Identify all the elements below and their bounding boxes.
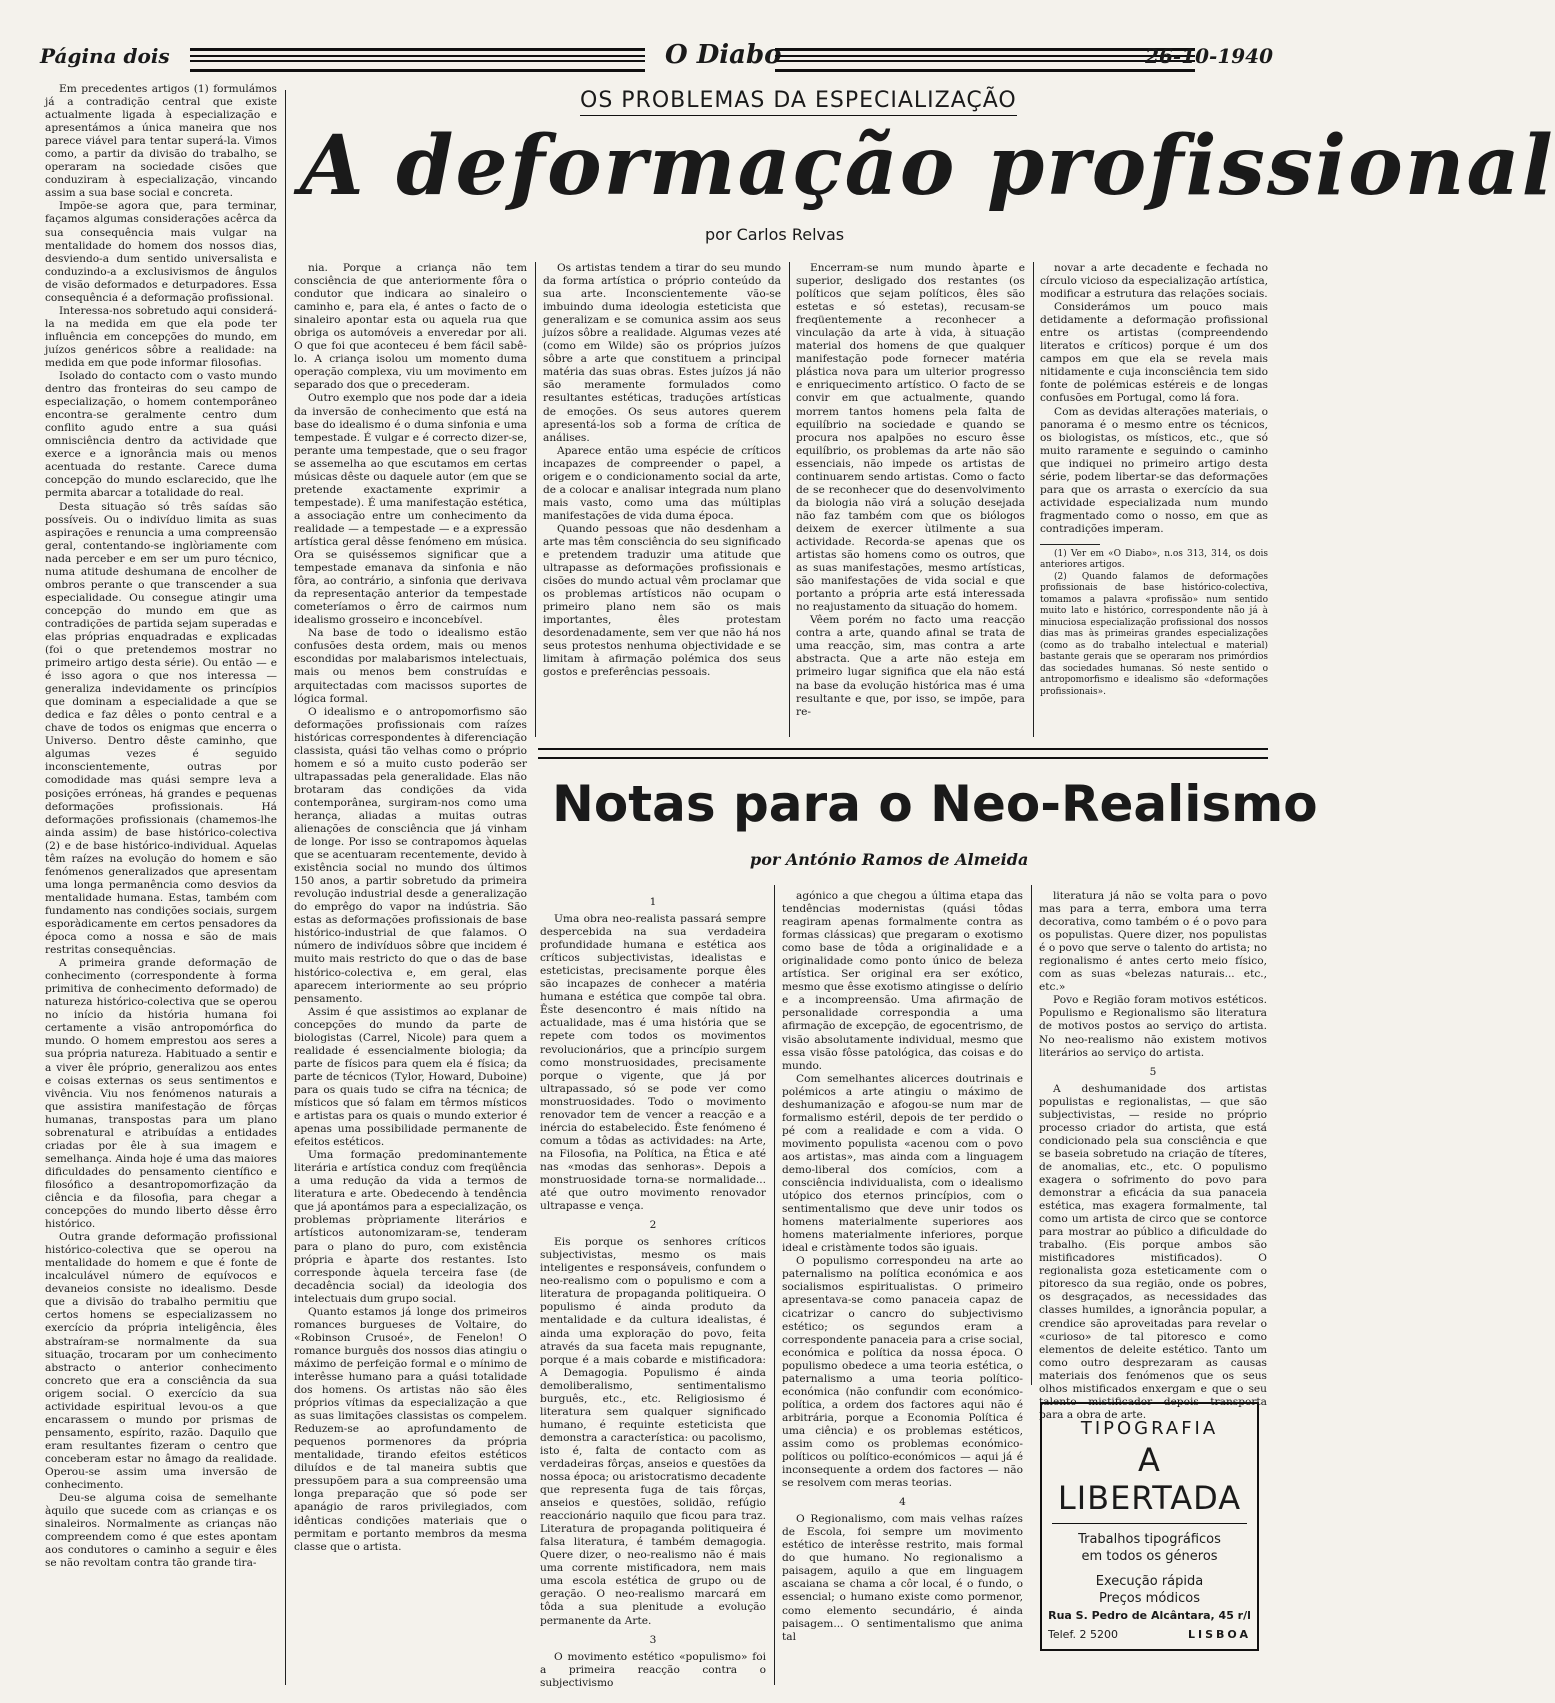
paragraph: Quanto estamos já longe dos primeiros romances burgueses de Voltaire, do «Robinson Crusoé», de Fenelon! O romance burguês dos nossos dias atingiu o máximo de perfeição formal e o mínimo de interêsse humano para a quási totalidade dos homens. Os artistas não são êles próprios vítimas da especialização a que as suas limitações classistas os compelem. Reduzem-se ao aprofundamento de pequenos pormenores da própria mentalidade, tirando efeitos estéticos diluídos e de tal maneira subtis que pressupõem para a sua compreensão uma longa preparação que só pode ser apanágio de raros privilegiados, com idênticas condições materiais que o permitam e portanto membros da mesma classe que o artista. [294, 1305, 527, 1553]
article1-column-4 [796, 262, 1025, 742]
ad-service-1: Trabalhos tipográficos [1078, 1532, 1221, 1547]
paragraph: Encerram-se num mundo àparte e superior, desligado dos restantes (os políticos que sejam políticos, êles são estetas e só estetas), recusam-se freqüentemente a reconhecer a vinculação da arte à vida, à situação material dos homens de que qualquer manifestação pode fornecer matéria plástica nova para um ulterior progresso e enriquecimento artístico. O facto de se convir em que actualmente, quando morrem tantos homens pela falta de equilíbrio na sociedade e quando se procura nos apalpões no escuro êsse equilíbrio, os problemas da arte não são essenciais, não impede os artistas de continuarem sendo artistas. Como o facto de se reconhecer que do desenvolvimento da biologia não virá a solução desejada não faz também com que os biólogos deixem de exercer ùtilmente a sua actividade. Recorda-se apenas que os artistas são homens como os outros, que as suas manifestações, mesmo artísticas, são manifestações de vida social e que portanto a própria arte está interessada no reajustamento da situação do homem. [796, 262, 1025, 614]
ad-feature-2: Preços módicos [1098, 1591, 1201, 1606]
paragraph: Vêem porém no facto uma reacção contra a arte, quando afinal se trata de uma reacção, sim, mas contra a arte abstracta. Que a arte não esteja em primeiro lugar significa que ela não está na base da evolução histórica mas é uma resultante e que, por isso, se impõe, para re- [796, 614, 1025, 718]
ad-feature-1: Execução rápida [1095, 1574, 1204, 1589]
paragraph: literatura já não se volta para o povo mas para a terra, embora uma terra decorativa, como também o é o povo para os populistas. Quere dizer, nos populistas é o povo que serve o talento do artista; no regionalismo é antes certo meio físico, com as suas «belezas naturais... etc., etc.» [1039, 890, 1267, 994]
paragraph: Outro exemplo que nos pode dar a ideia da inversão de conhecimento que está na base do idealismo é o duma sinfonia e uma tempestade. É vulgar e é correcto dizer-se, perante uma tempestade, que o seu fragor se assemelha ao que escutamos em certas músicas dêste ou daquele autor (em que se pretende exactamente exprimir a tempestade). É uma manifestação estética, a associação entre um conhecimento da realidade — a tempestade — e a expressão artística geral dêsse fenómeno em música. Ora se quiséssemos significar que a tempestade emanava da sinfonia e não fôra, ao contrário, a sinfonia que derivava da representação anterior da tempestade cometeríamos o êrro de cairmos num idealismo grosseiro e inconcebível. [294, 392, 527, 627]
column-rule [774, 885, 775, 1685]
paragraph: A deshumanidade dos artistas populistas e regionalistas, — que são subjectivistas, — reside no próprio processo criador do artista, que está condicionado pela sua consciência e que se baseia sobretudo na criação de títeres, de anomalias, etc., etc. O populismo exagera o sofrimento do povo para demonstrar a eficácia da sua panaceia estética, mas exagera formalmente, tal como um artista de circo que se contorce para mostrar ao público a dificuldade do trabalho. (Eis porque ambos são mistificadores mistificados). O regionalista goza esteticamente com o pitoresco da sua região, onde os pobres, os desgraçados, as necessidades das classes humildes, a ignorância popular, a crendice são aproveitadas para revelar o «curioso» de tal pitoresco e como elementos de deleite estético. Tanto um como outro desprezaram as causas materiais dos fenómenos que os seus olhos mistificados enxergam e que o seu talento mistificador depois transporta para a obra de arte. [1039, 1082, 1267, 1421]
paragraph: Impõe-se agora que, para terminar, façamos algumas considerações acêrca da sua consequência mais vulgar na mentalidade do homem dos nossos dias, desviendo-a dum sentido universalista e conduzindo-a a exclusivismos de ângulos de visão deformados e deturpadores. Essa consequência é a deformação profissional. [45, 200, 277, 304]
column-rule [1033, 262, 1034, 737]
paragraph: Com semelhantes alicerces doutrinais e polémicos a arte atingiu o máximo de deshumanização e afogou-se num mar de formalismo estéril, depois de ter perdido o pé com a realidade e com a vida. O movimento populista «acenou com o povo aos artistas», mas ainda com a linguagem demo-liberal dos comícios, com a consciência individualista, com o idealismo utópico dos eternos princípios, com o sentimentalismo que deve unir todos os homens materialmente superiores aos homens materialmente inferiores, porque ideal e cristàmente todos são iguais. [782, 1072, 1023, 1255]
article-kicker: OS PROBLEMAS DA ESPECIALIZAÇÃO [580, 88, 1017, 116]
article2-byline: por António Ramos de Almeida [750, 850, 1029, 869]
paragraph: Em precedentes artigos (1) formulámos já a contradição central que existe actualmente ligada à especialização e apresentámos a única maneira que nos parece viável para tentar superá-la. Vimos como, a partir da divisão do trabalho, se operaram na sociedade cisões que conduziram à especialização, vincando assim a sua base social e concreta. [45, 83, 277, 200]
article-headline: A deformação profissional [300, 118, 1555, 214]
article1-column-1 [45, 83, 277, 1688]
article2-column-2 [782, 890, 1023, 1688]
ad-company: A LIBERTADA [1057, 1441, 1242, 1517]
paragraph: Uma formação predominantemente literária e artística conduz com freqüência a uma redução da vida a termos de literatura e arte. Obedecendo à tendência que já apontámos para a especialização, os problemas pròpriamente literários e artísticos autonomizaram-se, tenderam para o plano do puro, com existência própria e àparte dos restantes. Isto corresponde àquela terceira fase (de decadência social) da ideologia dos intelectuais dum grupo social. [294, 1149, 527, 1305]
column-rule [535, 262, 536, 737]
paragraph: O idealismo e o antropomorfismo são deformações profissionais com raízes históricas correspondentes à diferenciação classista, quási tão velhas como o próprio homem e só a muito custo poderão ser ultrapassadas pela generalidade. Elas não brotaram das condições da vida contemporânea, surgiram-nos como uma herança, aliadas a muitas outras alienações de consciência que já vinham de longe. Por isso se contrapomos àquelas que se acentuaram recentemente, devido à existência social no mundo dos últimos 150 anos, a partir sobretudo da primeira revolução industrial desde a generalização do emprêgo do vapor na indústria. São estas as deformações profissionais de base histórico-industrial de que falamos. O número de indivíduos sôbre que incidem é muito mais restricto do que o das de base histórico-colectiva e, em geral, elas aparecem interiormente ao seu próprio pensamento. [294, 705, 527, 1005]
paragraph: Desta situação só três saídas são possíveis. Ou o indivíduo limita as suas aspirações e renuncia a uma compreensão geral, contentando-se inglòriamente com nada perceber e em ser um puro técnico, numa atitude deshumana de encolher de ombros perante o que transcender a sua especialidade. Ou consegue atingir uma concepção do mundo em que as contradições de partida sejam superadas e elas próprias enquadradas e explicadas (foi o que pretendemos mostrar no primeiro artigo desta série). Ou então — e é isso agora o que nos interessa — generaliza indevidamente os princípios que dominam a especialidade a que se dedica e faz dêles o ponto central e a chave de todos os enigmas que encerra o Universo. Dentro dêste caminho, que algumas vezes é seguido inconscientemente, outras por comodidade mas quási sempre leva a posições erróneas, há grandes e pequenas deformações profissionais. Há deformações profissionais (chamemos-lhe ainda assim) de base histórico-colectiva (2) e de base histórico-individual. Aquelas têm raízes na evolução do homem e são fenómenos generalizados que apresentam uma longa permanência como desvios da mentalidade humana. Estas, também com fundamento nas condições sociais, surgem esporàdicamente em certos pensadores da época como a nossa e são de mais restritas consequências. [45, 500, 277, 957]
paragraph: Uma obra neo-realista passará sempre despercebida na sua verdadeira profundidade humana e estética aos críticos subjectivistas, idealistas e esteticistas, precisamente porque êles são incapazes de conhecer a matéria humana e estética que compõe tal obra. Êste desencontro é mais nítido na actualidade, mas é uma história que se repete com todos os movimentos revolucionários, que a princípio surgem como monstruosidades, precisamente porque o vigente, que já por ultrapassado, só se pode ver como monstruosidades. Todo o movimento renovador tem de vencer a reacção e a inércia do estabelecido. Êste fenómeno é comum a tôdas as actividades: na Arte, na Filosofia, na Política, na Ética e até nas «modas das senhoras». Depois a monstruosidade torna-se normalidade... até que outro movimento renovador ultrapasse e vença. [540, 913, 766, 1213]
masthead-rule-left [190, 48, 645, 72]
paragraph: Eis porque os senhores críticos subjectivistas, mesmo os mais inteligentes e responsáveis, confundem o neo-realismo com o populismo e com a literatura de propaganda politiqueira. O populismo é ainda produto da mentalidade e da cultura idealistas, é ainda uma exploração do povo, feita através da sua faceta mais repugnante, porque é a mais cobarde e mistificadora: A Demagogia. Populismo é ainda demoliberalismo, sentimentalismo burguês, etc., etc. Religiosismo é literatura sem qualquer significado humano, é requinte esteticista que demonstra a característica: ou pacolismo, isto é, falta de contacto com as verdadeiras fôrças, anseios e questões da nossa época; ou aristocratismo decadente que representa fuga de tais fôrças, anseios e questões, solidão, refúgio reaccionário naquilo que ficou para traz. Literatura de propaganda politiqueira é falsa literatura, é também demagogia. Quere dizer, o neo-realismo não é mais uma corrente mistificadora, nem mais uma escola estética de grupo ou de geração. O neo-realismo marcará em tôda a sua plenitude a evolução permanente da Arte. [540, 1236, 766, 1627]
paragraph: O Regionalismo, com mais velhas raízes de Escola, foi sempre um movimento estético de interêsse restrito, mais formal do que humano. No regionalismo a paisagem, aquilo a que em linguagem ascaiana se chama a côr local, é o fundo, o essencial; o humano existe como pormenor, como elemento secundário, é ainda paisagem... O sentimentalismo que anima tal [782, 1513, 1023, 1643]
paragraph: Na base de todo o idealismo estão confusões desta ordem, mais ou menos escondidas por malabarismos intelectuais, mais ou menos bem construídas e arquitectadas com macissos suportes de lógica formal. [294, 627, 527, 705]
section-number: 2 [649, 1219, 657, 1232]
section-number: 1 [649, 896, 657, 908]
paragraph: Aparece então uma espécie de críticos incapazes de compreender o papel, a origem e o condicionamento social da arte, de a colocar e analisar integrada num plano mais vasto, como uma das múltiplas manifestações de vida duma época. [543, 444, 781, 522]
paragraph: nia. Porque a criança não tem consciência de que anteriormente fôra o condutor que indicara ao sinaleiro o caminho e, para ela, é antes o facto de o sinaleiro apontar esta ou aquela rua que obriga os automóveis a enveredar por ali. O que foi que aconteceu é bem fácil sabê-lo. A criança isolou um momento duma operação complexa, viu um movimento em separado dos que o precederam. [294, 262, 527, 392]
paragraph: O populismo correspondeu na arte ao paternalismo na política económica e aos socialismos espiritualistas. O primeiro apresentava-se como panaceia capaz de cicatrizar o cancro do subjectivismo estético; os segundos eram a correspondente panaceia para a crise social, económica e política da nossa época. O populismo obedece a uma teoria estética, o paternalismo a uma teoria político-económica (não confundir com económico-política, a ordem dos factores aqui não é arbitrária, porque a Economia Política é uma ciência) e os problemas estéticos, assim como os problemas económico-políticos ou político-económicos — aqui já é inconsequente a ordem dos factores — não se resolvem com meras teorias. [782, 1255, 1023, 1490]
paragraph: Os artistas tendem a tirar do seu mundo da forma artística o próprio conteúdo da sua arte. Inconscientemente vão-se imbuindo duma ideologia esteticista que generalizam e se comunica assim aos seus juízos sôbre a realidade. Algumas vezes até (como em Wilde) são os próprios juízos sôbre a arte que constituem a principal matéria das suas obras. Estes juízos já não são meramente formulados como resultantes estéticas, traduções artísticas de emoções. Os seus autores querem apresentá-los sob a forma de crítica de análises. [543, 262, 781, 444]
section-number: 4 [899, 1496, 906, 1509]
paragraph: Povo e Região foram motivos estéticos. Populismo e Regionalismo são literatura de motivos postos ao serviço do artista. No neo-realismo não existem motivos literários ao serviço do artista. [1039, 994, 1267, 1059]
ad-title: TIPOGRAFIA [1080, 1418, 1219, 1439]
newspaper-title: O Diabo [665, 40, 782, 70]
paragraph: A primeira grande deformação de conhecimento (correspondente à forma primitiva de conhecimento deformado) de natureza histórico-colectiva que se operou no início da história humana foi certamente a visão antropomórfica do mundo. O homem emprestou aos seres a sua própria natureza. Habituado a sentir e a viver êle próprio, generalizou aos entes e coisas externas os seus sentimentos e vivência. Viu nos fenómenos naturais a que assistira manifestação de fôrças humanas, transpostas para um plano sobrenatural e atribuídas a entidades criadas por êle à sua imagem e semelhança. Ainda hoje é uma das maiores dificuldades do pensamento científico e filosófico a desantropomorfização da ciência e da filosofia, para chegar a concepções do mundo liberto dêsse êrro histórico. [45, 957, 277, 1231]
paragraph: (1) Ver em «O Diabo», n.os 313, 314, os dois anteriores artigos. [1040, 548, 1268, 571]
paragraph: Deu-se alguma coisa de semelhante àquilo que sucede com as crianças e os sinaleiros. Normalmente as crianças não compreendem como é que estes apontam aos condutores o caminho a seguir e êles se não revoltam contra tão grande tira- [45, 1492, 277, 1570]
advertisement-box [1040, 1402, 1259, 1651]
article1-column-3 [543, 262, 781, 742]
paragraph: (2) Quando falamos de deformações profissionais de base histórico-colectiva, tomamos a palavra «profissão» num sentido muito lato e histórico, correspondente não já à minuciosa especialização profissional dos nossos dias mas às primeiras grandes especializações (como as do trabalho intelectual e material) bastante gerais que se operaram nos primórdios das sociedades humanas. Só neste sentido o antropomorfismo e idealismo são «deformações profissionais». [1040, 571, 1268, 697]
paragraph: Interessa-nos sobretudo aqui considerá-la na medida em que ela pode ter influência em concepções do mundo, em juízos genéricos sôbre a realidade: na medida em que pode informar filosofias. [45, 304, 277, 369]
paragraph: Outra grande deformação profissional histórico-colectiva que se operou na mentalidade do homem e que é fonte de incalculável número de equívocos e devaneios consiste no idealismo. Desde que a divisão do trabalho permitiu que certos homens se especializassem no exercício da própria inteligência, êles abstraíram-se normalmente da sua situação, trocaram por um conhecimento abstracto o anterior conhecimento concreto que era a consciência da sua origem social. O exercício da sua actividade espiritual levou-os a que encarassem o mundo por prismas de pensamento, espírito, razão. Daquilo que eram resultantes fizeram o centro que conceberam estar no âmago da realidade. Operou-se assim uma inversão de conhecimento. [45, 1231, 277, 1492]
column-rule [789, 262, 790, 737]
masthead-rule-right [775, 48, 1195, 72]
article-byline: por Carlos Relvas [705, 225, 845, 244]
paragraph: Assim é que assistimos ao explanar de concepções do mundo da parte de biologistas (Carrel, Nicole) para quem a realidade é essencialmente biologia; da parte de físicos para quem ela é física; da parte de técnicos (Tylor, Howard, Duboine) para os quais tudo se cifra na técnica; de místicos que só falam em têrmos místicos e artistas para os quais o mundo exterior é apenas uma possibilidade permanente de efeitos estéticos. [294, 1005, 527, 1149]
paragraph: agónico a que chegou a última etapa das tendências modernistas (quási tôdas reagiram apenas formalmente contra as formas clássicas) que pregaram o exotismo como base de tôda a originalidade e a originalidade como ponto único de beleza artística. Ser original era ser exótico, mesmo que êsse exotismo atingisse o delírio e a incompreensão. Uma afirmação de personalidade correspondia a uma afirmação de excepção, de egocentrismo, de visão absolutamente individual, mesmo que essa visão fôsse patológica, das coisas e do mundo. [782, 890, 1023, 1072]
paragraph: Considerámos um pouco mais detidamente a deformação profissional entre os artistas (compreendendo literatos e críticos) porque é um dos campos em que ela se revela mais nitidamente e cuja inconsciência tem sido fonte de polémicas estéreis e de longas confusões em Portugal, como lá fora. [1040, 301, 1268, 405]
ad-city: LISBOA [1188, 1628, 1251, 1641]
notes-divider [1040, 544, 1100, 545]
paragraph: O movimento estético «populismo» foi a primeira reacção contra o subjectivismo [540, 1650, 766, 1689]
ad-address: Rua S. Pedro de Alcântara, 45 r/l [1048, 1609, 1251, 1622]
ad-phone: Telef. 2 5200 [1048, 1628, 1118, 1641]
column-rule [1031, 885, 1032, 1385]
section-divider [538, 748, 1268, 759]
paragraph: Isolado do contacto com o vasto mundo dentro das fronteiras do seu campo de especialização, o homem contemporâneo encontra-se geralmente centro dum conflito agudo entre a sua quási omnisciência dentro da actividade que exerce e a ignorância mais ou menos acentuada do restante. Carece duma concepção do mundo esclarecido, que lhe permita abarcar a totalidade do real. [45, 370, 277, 500]
ad-divider [1052, 1523, 1247, 1524]
article2-headline: Notas para o Neo-Realismo [552, 775, 1318, 833]
issue-date: 26-10-1940 [1145, 44, 1273, 68]
paragraph: novar a arte decadente e fechada no círculo vicioso da especialização artística, modificar a estrutura das relações sociais. [1040, 262, 1268, 301]
article2-column-1 [540, 890, 766, 1688]
paragraph: Quando pessoas que não desdenham a arte mas têm consciência do seu significado e pretendem traduzir uma atitude que ultrapasse as deformações profissionais e cisões do mundo actual vêm proclamar que os problemas artísticos não ocupam o primeiro plano nem são os mais importantes, êles protestam desordenadamente, sem ver que não há nos seus protestos nenhuma objectividade e se limitam à afirmação polémica dos seus gostos e preferências pessoais. [543, 522, 781, 679]
article1-column-2 [294, 262, 527, 1688]
column-rule [285, 90, 286, 1685]
article2-column-3 [1039, 890, 1267, 1421]
paragraph: Com as devidas alterações materiais, o panorama é o mesmo entre os técnicos, os biologistas, os místicos, etc., que só muito raramente e seguindo o caminho que indiquei no primeiro artigo desta série, podem libertar-se das deformações para que os arrasta o exercício da sua actividade especializada num mundo fragmentado como o nosso, em que as contradições imperam. [1040, 405, 1268, 535]
section-number: 3 [649, 1633, 657, 1646]
masthead [40, 40, 1273, 76]
ad-contact [1048, 1609, 1251, 1641]
ad-service-2: em todos os géneros [1081, 1549, 1218, 1564]
article1-column-5 [1040, 262, 1268, 742]
footnotes [1040, 549, 1268, 699]
section-number: 5 [1149, 1065, 1157, 1078]
page-label: Página dois [40, 44, 170, 68]
